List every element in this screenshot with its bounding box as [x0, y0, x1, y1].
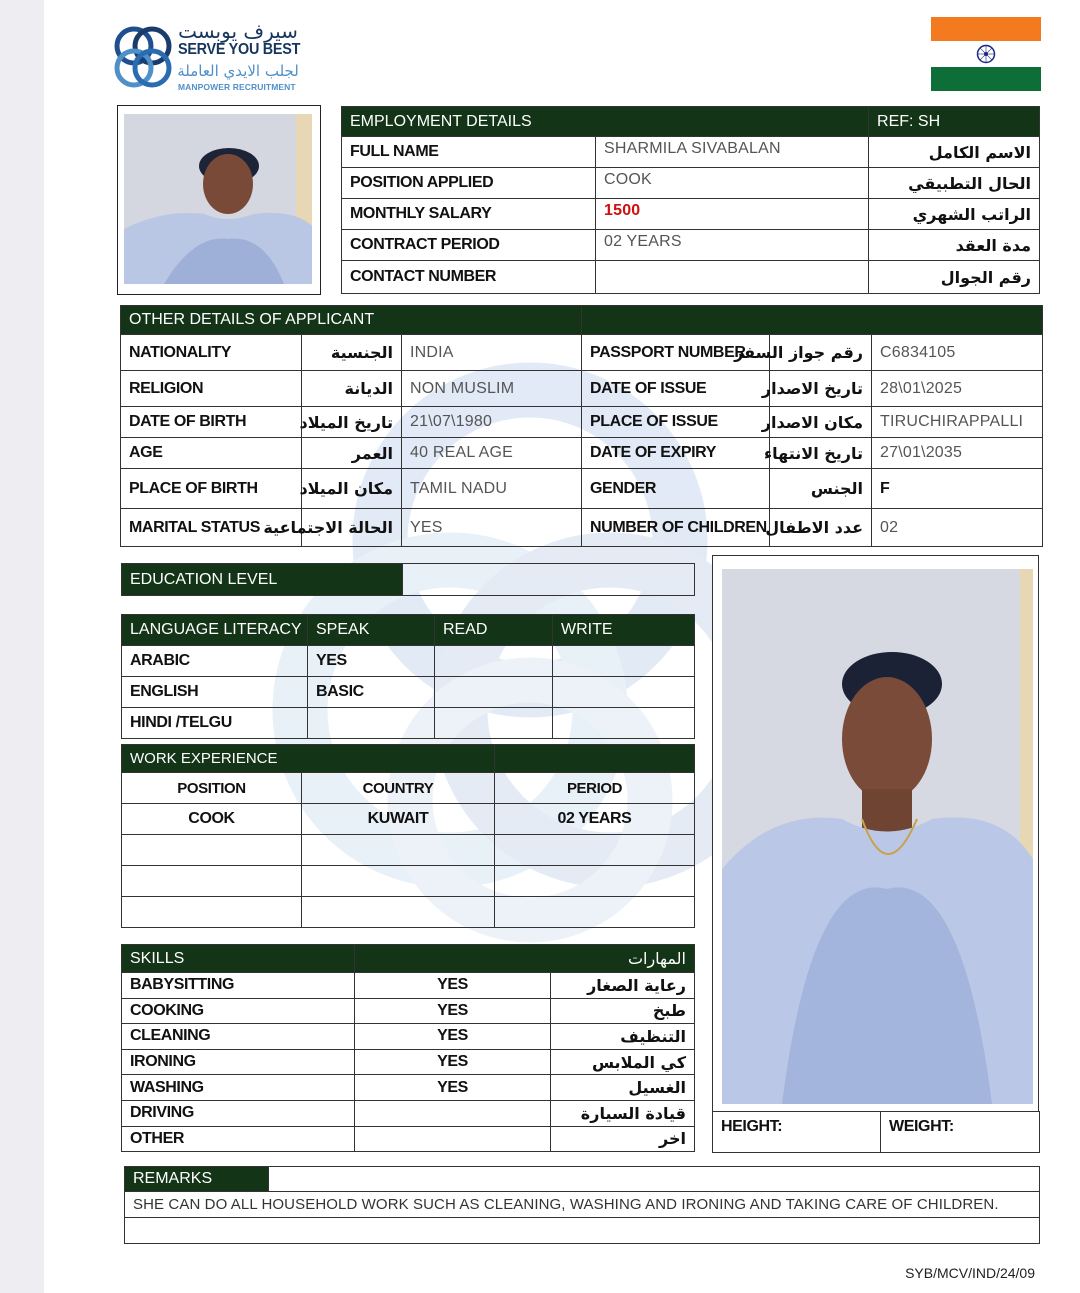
language-write [553, 646, 695, 677]
remarks-text: SHE CAN DO ALL HOUSEHOLD WORK SUCH AS CLEANING, WASHING AND IRONING AND TAKING CARE OF CHILDREN. [125, 1192, 1040, 1218]
full-name-label: FULL NAME [342, 137, 596, 168]
logo-arabic-name: سيرف يوبست [178, 19, 298, 43]
reference-code: REF: SH [869, 107, 1040, 137]
work-period [495, 897, 695, 928]
table-row [122, 998, 695, 1024]
table-row [122, 973, 695, 999]
table-row [122, 1126, 695, 1152]
skill-name: OTHER [122, 1126, 355, 1152]
table-row [122, 677, 695, 708]
language-write [553, 708, 695, 739]
date-of-issue-label: DATE OF ISSUE [582, 371, 770, 407]
table-row [121, 407, 1043, 438]
height-label: HEIGHT: [721, 1118, 783, 1135]
other-details-title: OTHER DETAILS OF APPLICANT [121, 306, 582, 335]
applicant-photo-full [712, 555, 1039, 1111]
india-flag [931, 17, 1041, 91]
other-details-header-blank [582, 306, 1043, 335]
language-literacy-table [121, 614, 695, 739]
skill-value [355, 1100, 551, 1126]
marital-status-label: MARITAL STATUS [121, 509, 302, 547]
work-period [495, 866, 695, 897]
education-level-value [403, 564, 695, 596]
table-row [122, 835, 695, 866]
language-name: HINDI /TELGU [122, 708, 308, 739]
language-speak: BASIC [308, 677, 435, 708]
religion-label-ar: الديانة [302, 371, 402, 407]
table-row [121, 509, 1043, 547]
number-of-children-value: 02 [872, 509, 1043, 547]
education-table [121, 563, 695, 596]
country-header: COUNTRY [302, 773, 495, 804]
date-of-expiry-label-ar: تاريخ الانتهاء [770, 438, 872, 469]
other-details-table [120, 305, 1043, 547]
remarks-header-blank [269, 1167, 1040, 1192]
number-of-children-label-ar: عدد الاطفال [770, 509, 872, 547]
religion-label: RELIGION [121, 371, 302, 407]
date-of-birth-label-ar: تاريخ الميلاد [302, 407, 402, 438]
skill-name-ar: قيادة السيارة [551, 1100, 695, 1126]
date-of-issue-value: 28\01\2025 [872, 371, 1043, 407]
work-experience-title: WORK EXPERIENCE [122, 745, 495, 773]
skill-value [355, 1126, 551, 1152]
number-of-children-label: NUMBER OF CHILDREN [582, 509, 770, 547]
contract-period-label: CONTRACT PERIOD [342, 230, 596, 261]
write-header: WRITE [553, 615, 695, 646]
portrait-image [124, 114, 312, 284]
skill-name-ar: كي الملابس [551, 1049, 695, 1075]
language-read [435, 708, 553, 739]
contract-period-value: 02 YEARS [596, 230, 869, 261]
skill-name: WASHING [122, 1075, 355, 1101]
measurements-table [712, 1111, 1040, 1153]
remarks-table [124, 1166, 1040, 1244]
religion-value: NON MUSLIM [402, 371, 582, 407]
table-row [122, 804, 695, 835]
speak-header: SPEAK [308, 615, 435, 646]
flag-saffron-band [931, 17, 1041, 41]
table-row [121, 438, 1043, 469]
date-of-expiry-label: DATE OF EXPIRY [582, 438, 770, 469]
work-country [302, 835, 495, 866]
marital-status-value: YES [402, 509, 582, 547]
table-row [342, 168, 1040, 199]
document-code: SYB/MCV/IND/24/09 [905, 1265, 1035, 1281]
nationality-value: INDIA [402, 335, 582, 371]
company-logo [110, 20, 310, 98]
weight-field [881, 1112, 1040, 1153]
table-row [122, 1049, 695, 1075]
monthly-salary-label-ar: الراتب الشهري [869, 199, 1040, 230]
passport-number-label: PASSPORT NUMBER [582, 335, 770, 371]
skill-name-ar: رعاية الصغار [551, 973, 695, 999]
work-position [122, 866, 302, 897]
table-row [122, 1075, 695, 1101]
remarks-blank-line [125, 1218, 1040, 1244]
logo-arabic-tagline: لجلب الايدي العاملة [177, 62, 299, 80]
place-of-birth-label-ar: مكان الميلاد [302, 469, 402, 509]
work-position: COOK [122, 804, 302, 835]
skill-name-ar: طبخ [551, 998, 695, 1024]
remarks-title: REMARKS [125, 1167, 269, 1192]
table-row [122, 866, 695, 897]
table-row [122, 708, 695, 739]
table-row [342, 230, 1040, 261]
date-of-birth-value: 21\07\1980 [402, 407, 582, 438]
monthly-salary-value: 1500 [596, 199, 869, 230]
language-write [553, 677, 695, 708]
employment-details-title: EMPLOYMENT DETAILS [342, 107, 869, 137]
skill-value: YES [355, 1049, 551, 1075]
language-header: LANGUAGE LITERACY [122, 615, 308, 646]
full-name-value: SHARMILA SIVABALAN [596, 137, 869, 168]
contact-number-value [596, 261, 869, 294]
table-row [342, 199, 1040, 230]
gender-label: GENDER [582, 469, 770, 509]
flag-green-band [931, 67, 1041, 91]
position-applied-label: POSITION APPLIED [342, 168, 596, 199]
table-row [122, 1100, 695, 1126]
nationality-label-ar: الجنسية [302, 335, 402, 371]
position-applied-label-ar: الحال التطبيقي [869, 168, 1040, 199]
skill-name-ar: التنظيف [551, 1024, 695, 1050]
employment-details-table [341, 106, 1040, 294]
skill-name: COOKING [122, 998, 355, 1024]
table-row [121, 469, 1043, 509]
table-row [342, 261, 1040, 294]
contact-number-label: CONTACT NUMBER [342, 261, 596, 294]
place-of-birth-value: TAMIL NADU [402, 469, 582, 509]
skill-name-ar: الغسيل [551, 1075, 695, 1101]
gender-label-ar: الجنس [770, 469, 872, 509]
table-row [122, 1024, 695, 1050]
date-of-issue-label-ar: تاريخ الاصدار [770, 371, 872, 407]
table-row [342, 137, 1040, 168]
passport-number-label-ar: رقم جواز السفر [770, 335, 872, 371]
work-period [495, 835, 695, 866]
language-name: ENGLISH [122, 677, 308, 708]
contact-number-label-ar: رقم الجوال [869, 261, 1040, 294]
age-label: AGE [121, 438, 302, 469]
work-experience-header-blank [495, 745, 695, 773]
logo-english-name: SERVE YOU BEST [178, 41, 301, 58]
ashoka-chakra-icon [976, 44, 996, 64]
skill-name: DRIVING [122, 1100, 355, 1126]
skill-value: YES [355, 1024, 551, 1050]
work-period: 02 YEARS [495, 804, 695, 835]
language-read [435, 646, 553, 677]
age-label-ar: العمر [302, 438, 402, 469]
side-strip [0, 0, 44, 1293]
passport-number-value: C6834105 [872, 335, 1043, 371]
work-position [122, 835, 302, 866]
place-of-issue-label: PLACE OF ISSUE [582, 407, 770, 438]
work-country: KUWAIT [302, 804, 495, 835]
table-row [121, 371, 1043, 407]
education-level-label: EDUCATION LEVEL [122, 564, 403, 596]
skill-value: YES [355, 998, 551, 1024]
logo-english-tagline: MANPOWER RECRUITMENT [178, 82, 296, 92]
knot-logo-icon [110, 22, 176, 92]
marital-status-label-ar: الحالة الاجتماعية [302, 509, 402, 547]
place-of-issue-value: TIRUCHIRAPPALLI [872, 407, 1043, 438]
place-of-birth-label: PLACE OF BIRTH [121, 469, 302, 509]
work-country [302, 897, 495, 928]
table-row [122, 897, 695, 928]
skill-name: BABYSITTING [122, 973, 355, 999]
skills-title-ar: المهارات [355, 945, 695, 973]
language-name: ARABIC [122, 646, 308, 677]
date-of-birth-label: DATE OF BIRTH [121, 407, 302, 438]
full-length-portrait-image [722, 569, 1033, 1104]
weight-label: WEIGHT: [889, 1118, 954, 1135]
table-row [122, 646, 695, 677]
work-position [122, 897, 302, 928]
skill-name: IRONING [122, 1049, 355, 1075]
work-country [302, 866, 495, 897]
skill-name-ar: اخر [551, 1126, 695, 1152]
nationality-label: NATIONALITY [121, 335, 302, 371]
position-applied-value: COOK [596, 168, 869, 199]
applicant-photo-small [117, 105, 321, 295]
position-header: POSITION [122, 773, 302, 804]
language-read [435, 677, 553, 708]
read-header: READ [435, 615, 553, 646]
skills-table [121, 944, 695, 1152]
full-name-label-ar: الاسم الكامل [869, 137, 1040, 168]
date-of-expiry-value: 27\01\2035 [872, 438, 1043, 469]
contract-period-label-ar: مدة العقد [869, 230, 1040, 261]
skills-title: SKILLS [122, 945, 355, 973]
gender-value: F [872, 469, 1043, 509]
skill-value: YES [355, 973, 551, 999]
language-speak: YES [308, 646, 435, 677]
place-of-issue-label-ar: مكان الاصدار [770, 407, 872, 438]
skill-name: CLEANING [122, 1024, 355, 1050]
work-experience-table [121, 744, 695, 928]
height-field [713, 1112, 881, 1153]
age-value: 40 REAL AGE [402, 438, 582, 469]
monthly-salary-label: MONTHLY SALARY [342, 199, 596, 230]
language-speak [308, 708, 435, 739]
period-header: PERIOD [495, 773, 695, 804]
skill-value: YES [355, 1075, 551, 1101]
table-row [121, 335, 1043, 371]
